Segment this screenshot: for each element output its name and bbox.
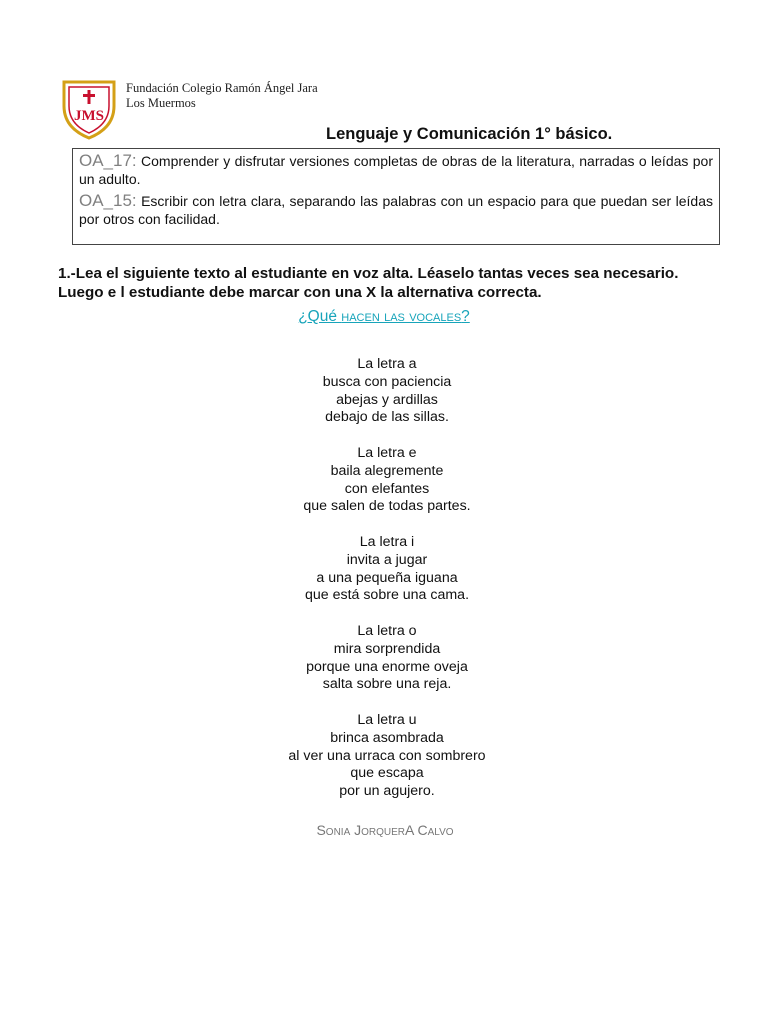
school-crest-logo [58, 76, 120, 140]
school-location-line: Los Muermos [126, 96, 196, 110]
objective-oa17 [79, 152, 713, 188]
poem-title-part: ? [461, 308, 470, 325]
poem-stanza-i [0, 534, 768, 605]
poem-line: invita a jugar [346, 551, 428, 568]
school-name-line: Fundación Colegio Ramón Ángel Jara [126, 81, 318, 95]
poem-line: salta sobre una reja. [322, 676, 452, 693]
objective-text: Comprender y disfrutar versiones completas de obras de la literatura, narradas o leídas por un adulto. [79, 153, 713, 187]
poem-stanza-u [0, 712, 768, 801]
poem-title-part: hacen las vocales [341, 308, 462, 325]
poem-title[interactable] [0, 308, 768, 326]
poem-line: que escapa [350, 765, 424, 782]
poem-line: mira sorprendida [333, 640, 441, 657]
poem-line: La letra u [357, 711, 417, 728]
poem-author: Sonia JorquerA Calvo [316, 822, 454, 838]
poem-line: con elefantes [344, 480, 430, 497]
poem-line: debajo de las sillas. [325, 409, 449, 426]
poem-stanza-e [0, 445, 768, 516]
poem-title-part: ¿Qué [298, 308, 342, 325]
logo-monogram: JMS [74, 108, 104, 124]
poem-line: a una pequeña iguana [316, 569, 458, 586]
poem-line: brinca asombrada [330, 729, 444, 746]
poem-line: baila alegremente [330, 462, 444, 479]
objective-oa15 [79, 192, 713, 228]
objective-text: Escribir con letra clara, separando las palabras con un espacio para que puedan ser leídas por otros con facilidad. [79, 193, 713, 227]
poem-line: La letra i [359, 533, 415, 550]
poem-line: que está sobre una cama. [304, 587, 470, 604]
learning-objectives-box [72, 148, 720, 245]
poem-stanza-o [0, 623, 768, 694]
objective-code: OA_15: [79, 191, 137, 210]
school-name [126, 81, 318, 111]
exercise-instruction: 1.-Lea el siguiente texto al estudiante en voz alta. Léaselo tantas veces sea necesario. Luego e l estudiante debe marcar con una X la alternativa correcta. [58, 265, 679, 301]
poem-body [0, 356, 768, 819]
subject-title: Lenguaje y Comunicación 1° básico. [326, 125, 613, 143]
poem-line: al ver una urraca con sombrero [288, 747, 486, 764]
poem-line: La letra e [357, 444, 417, 461]
poem-line: porque una enorme oveja [306, 658, 468, 675]
poem-line: busca con paciencia [322, 373, 452, 390]
school-header [58, 76, 326, 140]
objective-code: OA_17: [79, 151, 137, 170]
poem-line: que salen de todas partes. [303, 498, 471, 515]
poem-line: abejas y ardillas [336, 391, 438, 408]
poem-line: La letra a [357, 356, 417, 372]
poem-stanza-a [0, 356, 768, 427]
poem-line: La letra o [357, 622, 417, 639]
poem-line: por un agujero. [339, 783, 435, 800]
